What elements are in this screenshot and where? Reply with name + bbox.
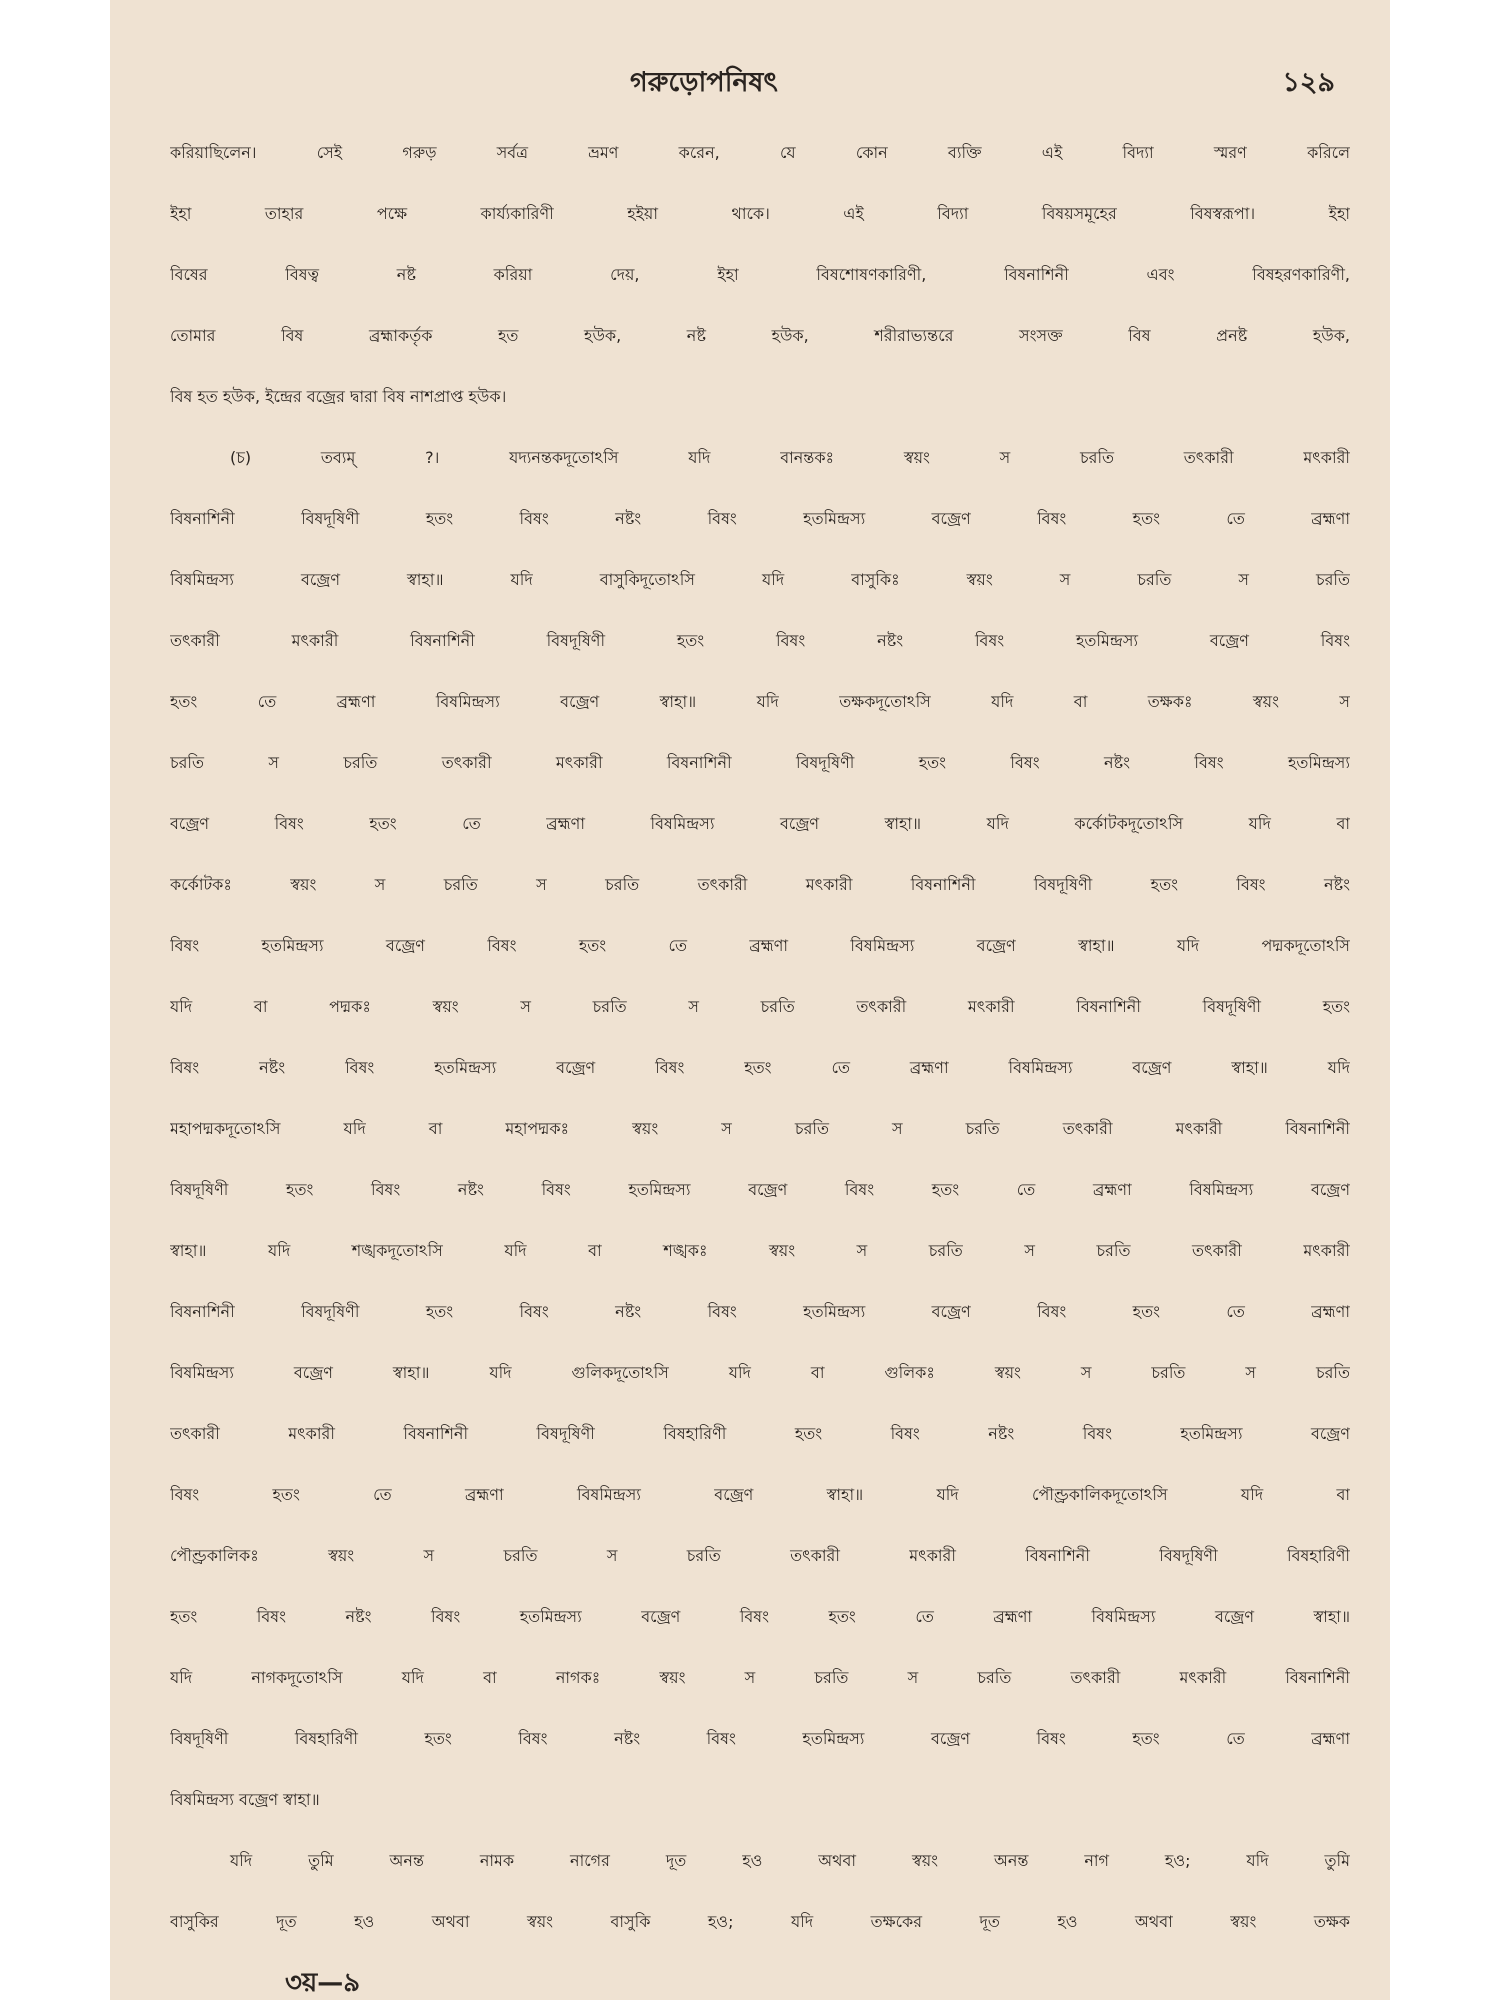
paragraph-1 bbox=[170, 140, 1350, 445]
text-line: তোমার বিষ ব্রহ্মাকর্তৃক হত হউক, নষ্ট হউক, শরীরাভ্যন্তরে সংসক্ত বিষ প্রনষ্ট হউক, bbox=[170, 326, 1350, 345]
text-line: বিষমিন্দ্রস্য বজ্রেণ স্বাহা॥ bbox=[170, 1790, 320, 1809]
page-header bbox=[110, 62, 1390, 102]
text-line: মহাপদ্মকদূতোঽসি যদি বা মহাপদ্মকঃ স্বয়ং স চরতি স চরতি তৎকারী মৎকারী বিষনাশিনী bbox=[170, 1119, 1350, 1138]
text-line: যদি বা পদ্মকঃ স্বয়ং স চরতি স চরতি তৎকারী মৎকারী বিষনাশিনী বিষদূষিণী হতং bbox=[170, 997, 1350, 1016]
paragraph-3 bbox=[170, 1848, 1350, 1970]
text-line: বিষমিন্দ্রস্য বজ্রেণ স্বাহা॥ যদি গুলিকদূতোঽসি যদি বা গুলিকঃ স্বয়ং স চরতি স চরতি bbox=[170, 1363, 1350, 1382]
text-line: ইহা তাহার পক্ষে কার্য্যকারিণী হইয়া থাকে। এই বিদ্যা বিষয়সমূহের বিষস্বরূপা। ইহা bbox=[170, 204, 1350, 223]
text-line: পৌণ্ড্রকালিকঃ স্বয়ং স চরতি স চরতি তৎকারী মৎকারী বিষনাশিনী বিষদূষিণী বিষহারিণী bbox=[170, 1546, 1350, 1565]
text-line: করিয়াছিলেন। সেই গরুড় সর্বত্র ভ্রমণ করেন, যে কোন ব্যক্তি এই বিদ্যা স্মরণ করিলে bbox=[170, 143, 1350, 162]
text-line: (চ) তব্যম্ ?। যদ্যনন্তকদূতোঽসি যদি বানন্তকঃ স্বয়ং স চরতি তৎকারী মৎকারী bbox=[230, 448, 1350, 467]
text-line: বজ্রেণ বিষং হতং তে ব্রহ্মণা বিষমিন্দ্রস্য বজ্রেণ স্বাহা॥ যদি কর্কোটকদূতোঽসি যদি বা bbox=[170, 814, 1350, 833]
text-line: বিষনাশিনী বিষদূষিণী হতং বিষং নষ্টং বিষং হতমিন্দ্রস্য বজ্রেণ বিষং হতং তে ব্রহ্মণা bbox=[170, 509, 1350, 528]
text-line: বিষদূষিণী বিষহারিণী হতং বিষং নষ্টং বিষং হতমিন্দ্রস্য বজ্রেণ বিষং হতং তে ব্রহ্মণা bbox=[170, 1729, 1350, 1748]
paragraph-2 bbox=[170, 445, 1350, 1848]
text-line: যদি তুমি অনন্ত নামক নাগের দূত হও অথবা স্বয়ং অনন্ত নাগ হও; যদি তুমি bbox=[230, 1851, 1350, 1870]
text-line: বিষং হতং তে ব্রহ্মণা বিষমিন্দ্রস্য বজ্রেণ স্বাহা॥ যদি পৌণ্ড্রকালিকদূতোঽসি যদি বা bbox=[170, 1485, 1350, 1504]
running-title: গরুড়োপনিষৎ bbox=[630, 67, 778, 98]
text-line: তৎকারী মৎকারী বিষনাশিনী বিষদূষিণী বিষহারিণী হতং বিষং নষ্টং বিষং হতমিন্দ্রস্য বজ্রেণ bbox=[170, 1424, 1350, 1443]
text-line: বিষের বিষত্ব নষ্ট করিয়া দেয়, ইহা বিষশোষণকারিণী, বিষনাশিনী এবং বিষহরণকারিণী, bbox=[170, 265, 1350, 284]
text-line: যদি নাগকদূতোঽসি যদি বা নাগকঃ স্বয়ং স চরতি স চরতি তৎকারী মৎকারী বিষনাশিনী bbox=[170, 1668, 1350, 1687]
text-line: চরতি স চরতি তৎকারী মৎকারী বিষনাশিনী বিষদূষিণী হতং বিষং নষ্টং বিষং হতমিন্দ্রস্য bbox=[170, 753, 1350, 772]
text-line: বিষ হত হউক, ইন্দ্রের বজ্রের দ্বারা বিষ নাশপ্রাপ্ত হউক। bbox=[170, 387, 507, 406]
page-number: ১২৯ bbox=[1282, 67, 1335, 98]
text-line: বিষদূষিণী হতং বিষং নষ্টং বিষং হতমিন্দ্রস্য বজ্রেণ বিষং হতং তে ব্রহ্মণা বিষমিন্দ্রস্য বজ্রেণ bbox=[170, 1180, 1350, 1199]
body-text bbox=[170, 140, 1350, 1970]
text-line: বাসুকির দূত হও অথবা স্বয়ং বাসুকি হও; যদি তক্ষকের দূত হও অথবা স্বয়ং তক্ষক bbox=[170, 1912, 1350, 1931]
text-line: হতং বিষং নষ্টং বিষং হতমিন্দ্রস্য বজ্রেণ বিষং হতং তে ব্রহ্মণা বিষমিন্দ্রস্য বজ্রেণ স্বাহা॥ bbox=[170, 1607, 1350, 1626]
text-line: তৎকারী মৎকারী বিষনাশিনী বিষদূষিণী হতং বিষং নষ্টং বিষং হতমিন্দ্রস্য বজ্রেণ বিষং bbox=[170, 631, 1350, 650]
book-page bbox=[110, 0, 1390, 2000]
text-line: স্বাহা॥ যদি শঙ্খকদূতোঽসি যদি বা শঙ্খকঃ স্বয়ং স চরতি স চরতি তৎকারী মৎকারী bbox=[170, 1241, 1350, 1260]
text-line: কর্কোটকঃ স্বয়ং স চরতি স চরতি তৎকারী মৎকারী বিষনাশিনী বিষদূষিণী হতং বিষং নষ্টং bbox=[170, 875, 1350, 894]
text-line: বিষনাশিনী বিষদূষিণী হতং বিষং নষ্টং বিষং হতমিন্দ্রস্য বজ্রেণ বিষং হতং তে ব্রহ্মণা bbox=[170, 1302, 1350, 1321]
text-line: বিষমিন্দ্রস্য বজ্রেণ স্বাহা॥ যদি বাসুকিদূতোঽসি যদি বাসুকিঃ স্বয়ং স চরতি স চরতি bbox=[170, 570, 1350, 589]
text-line: বিষং হতমিন্দ্রস্য বজ্রেণ বিষং হতং তে ব্রহ্মণা বিষমিন্দ্রস্য বজ্রেণ স্বাহা॥ যদি পদ্মকদূতোঽসি bbox=[170, 936, 1350, 955]
text-line: হতং তে ব্রহ্মণা বিষমিন্দ্রস্য বজ্রেণ স্বাহা॥ যদি তক্ষকদূতোঽসি যদি বা তক্ষকঃ স্বয়ং স bbox=[170, 692, 1350, 711]
signature-mark: ৩য়—৯ bbox=[285, 1968, 361, 1998]
text-line: বিষং নষ্টং বিষং হতমিন্দ্রস্য বজ্রেণ বিষং হতং তে ব্রহ্মণা বিষমিন্দ্রস্য বজ্রেণ স্বাহা॥ যদি bbox=[170, 1058, 1350, 1077]
